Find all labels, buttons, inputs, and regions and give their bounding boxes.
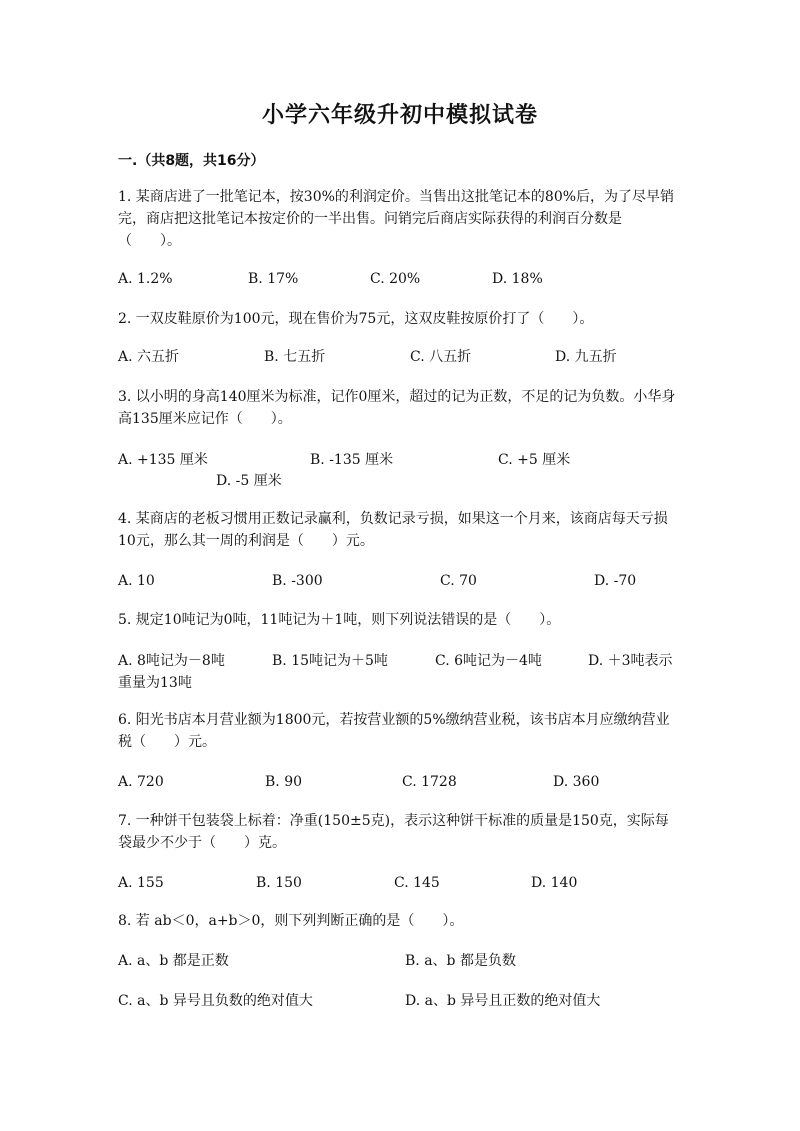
question-4-option-b[interactable]: B. -300 bbox=[272, 573, 323, 589]
question-2-option-d[interactable]: D. 九五折 bbox=[555, 349, 617, 365]
question-2-option-a[interactable]: A. 六五折 bbox=[118, 349, 180, 365]
question-8-stem: 8. 若 ab＜0，a+b＞0，则下列判断正确的是（ ）。 bbox=[118, 913, 464, 929]
question-8-option-a[interactable]: A. a、b 都是正数 bbox=[118, 953, 229, 969]
question-4-option-d[interactable]: D. -70 bbox=[594, 573, 637, 589]
question-1-option-d[interactable]: D. 18% bbox=[492, 271, 543, 287]
question-8-option-b[interactable]: B. a、b 都是负数 bbox=[405, 953, 516, 969]
question-7-option-b[interactable]: B. 150 bbox=[256, 875, 302, 891]
question-5-option-a[interactable]: A. 8吨记为－8吨 bbox=[118, 653, 225, 669]
question-4-option-c[interactable]: C. 70 bbox=[440, 573, 477, 589]
question-3-stem: 3. 以小明的身高140厘米为标准，记作0厘米，超过的记为正数，不足的记为负数。小华身高135厘米应记作（ ）。 bbox=[118, 389, 676, 427]
question-5-option-c[interactable]: C. 6吨记为－4吨 bbox=[435, 653, 542, 669]
question-7-option-c[interactable]: C. 145 bbox=[394, 875, 440, 891]
question-5-option-b[interactable]: B. 15吨记为＋5吨 bbox=[272, 653, 388, 669]
question-3-option-c[interactable]: C. +5 厘米 bbox=[498, 452, 571, 468]
question-6-option-a[interactable]: A. 720 bbox=[118, 774, 164, 790]
question-2-option-c[interactable]: C. 八五折 bbox=[410, 349, 472, 365]
question-6-option-d[interactable]: D. 360 bbox=[553, 774, 600, 790]
question-1-option-b[interactable]: B. 17% bbox=[248, 271, 299, 287]
question-7-option-d[interactable]: D. 140 bbox=[531, 875, 578, 891]
question-3-option-b[interactable]: B. -135 厘米 bbox=[310, 452, 394, 468]
question-6-option-b[interactable]: B. 90 bbox=[265, 774, 303, 790]
question-5-stem: 5. 规定10吨记为0吨，11吨记为＋1吨，则下列说法错误的是（ ）。 bbox=[118, 612, 561, 628]
question-4-option-a[interactable]: A. 10 bbox=[118, 573, 155, 589]
section-heading: 一.（共8题，共16分） bbox=[118, 153, 265, 169]
question-1-option-c[interactable]: C. 20% bbox=[370, 271, 421, 287]
question-7-option-a[interactable]: A. 155 bbox=[118, 875, 164, 891]
question-7-stem: 7. 一种饼干包装袋上标着：净重(150±5克)，表示这种饼干标准的质量是150克，实际每袋最少不少于（ ）克。 bbox=[118, 813, 669, 851]
question-4-stem: 4. 某商店的老板习惯用正数记录赢利，负数记录亏损，如果这一个月来，该商店每天亏损10元，那么其一周的利润是（ ）元。 bbox=[118, 511, 668, 549]
question-8-option-d[interactable]: D. a、b 异号且正数的绝对值大 bbox=[405, 993, 601, 1009]
question-2-stem: 2. 一双皮鞋原价为100元，现在售价为75元，这双皮鞋按原价打了（ ）。 bbox=[118, 311, 594, 327]
question-8-option-c[interactable]: C. a、b 异号且负数的绝对值大 bbox=[118, 993, 313, 1009]
page-title: 小学六年级升初中模拟试卷 bbox=[261, 103, 538, 128]
question-1-stem: 1. 某商店进了一批笔记本，按30%的利润定价。当售出这批笔记本的80%后，为了尽早销完，商店把这批笔记本按定价的一半出售。问销完后商店实际获得的利润百分数是（ ）。 bbox=[118, 189, 675, 249]
question-2-option-b[interactable]: B. 七五折 bbox=[264, 349, 326, 365]
question-3-option-a[interactable]: A. +135 厘米 bbox=[118, 452, 208, 468]
question-6-stem: 6. 阳光书店本月营业额为1800元，若按营业额的5%缴纳营业税，该书店本月应缴纳营业税（ ）元。 bbox=[118, 712, 670, 750]
question-6-option-c[interactable]: C. 1728 bbox=[402, 774, 457, 790]
question-5-option-d[interactable]: D. ＋3吨表示重量为13吨 bbox=[118, 653, 673, 691]
question-1-option-a[interactable]: A. 1.2% bbox=[118, 271, 173, 287]
question-3-option-d[interactable]: D. -5 厘米 bbox=[216, 473, 282, 489]
